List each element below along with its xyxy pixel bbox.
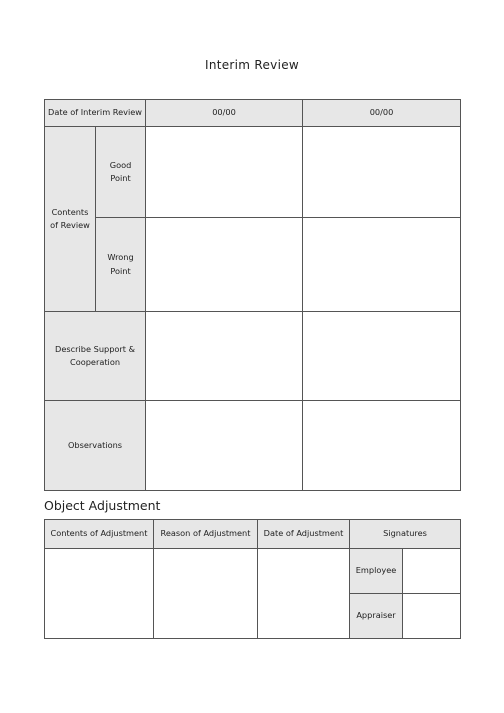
wrong-point-label: Wrong Point bbox=[96, 218, 146, 312]
employee-signature-cell[interactable] bbox=[403, 549, 461, 594]
adjustment-contents-cell[interactable] bbox=[45, 549, 154, 639]
observations-label: Observations bbox=[45, 401, 146, 491]
adjustment-reason-cell[interactable] bbox=[154, 549, 258, 639]
wrong-point-cell-2[interactable] bbox=[303, 218, 461, 312]
interim-review-table bbox=[44, 99, 461, 491]
support-cooperation-label: Describe Support & Cooperation bbox=[45, 312, 146, 401]
page-title: Interim Review bbox=[204, 58, 300, 72]
col-reason-of-adjustment: Reason of Adjustment bbox=[154, 520, 258, 549]
support-cell-2[interactable] bbox=[303, 312, 461, 401]
date-of-review-label: Date of Interim Review bbox=[45, 100, 146, 127]
observations-cell-2[interactable] bbox=[303, 401, 461, 491]
good-point-cell-1[interactable] bbox=[146, 127, 303, 218]
col-date-of-adjustment: Date of Adjustment bbox=[258, 520, 350, 549]
wrong-point-cell-1[interactable] bbox=[146, 218, 303, 312]
appraiser-label: Appraiser bbox=[350, 594, 403, 639]
review-date-2: 00/00 bbox=[303, 100, 461, 127]
observations-cell-1[interactable] bbox=[146, 401, 303, 491]
good-point-label: Good Point bbox=[96, 127, 146, 218]
col-signatures: Signatures bbox=[350, 520, 461, 549]
employee-label: Employee bbox=[350, 549, 403, 594]
object-adjustment-heading: Object Adjustment bbox=[44, 498, 161, 513]
appraiser-signature-cell[interactable] bbox=[403, 594, 461, 639]
adjustment-date-cell[interactable] bbox=[258, 549, 350, 639]
good-point-cell-2[interactable] bbox=[303, 127, 461, 218]
review-date-1: 00/00 bbox=[146, 100, 303, 127]
object-adjustment-table bbox=[44, 519, 461, 639]
contents-of-review-label: Contents of Review bbox=[45, 127, 96, 312]
support-cell-1[interactable] bbox=[146, 312, 303, 401]
col-contents-of-adjustment: Contents of Adjustment bbox=[45, 520, 154, 549]
